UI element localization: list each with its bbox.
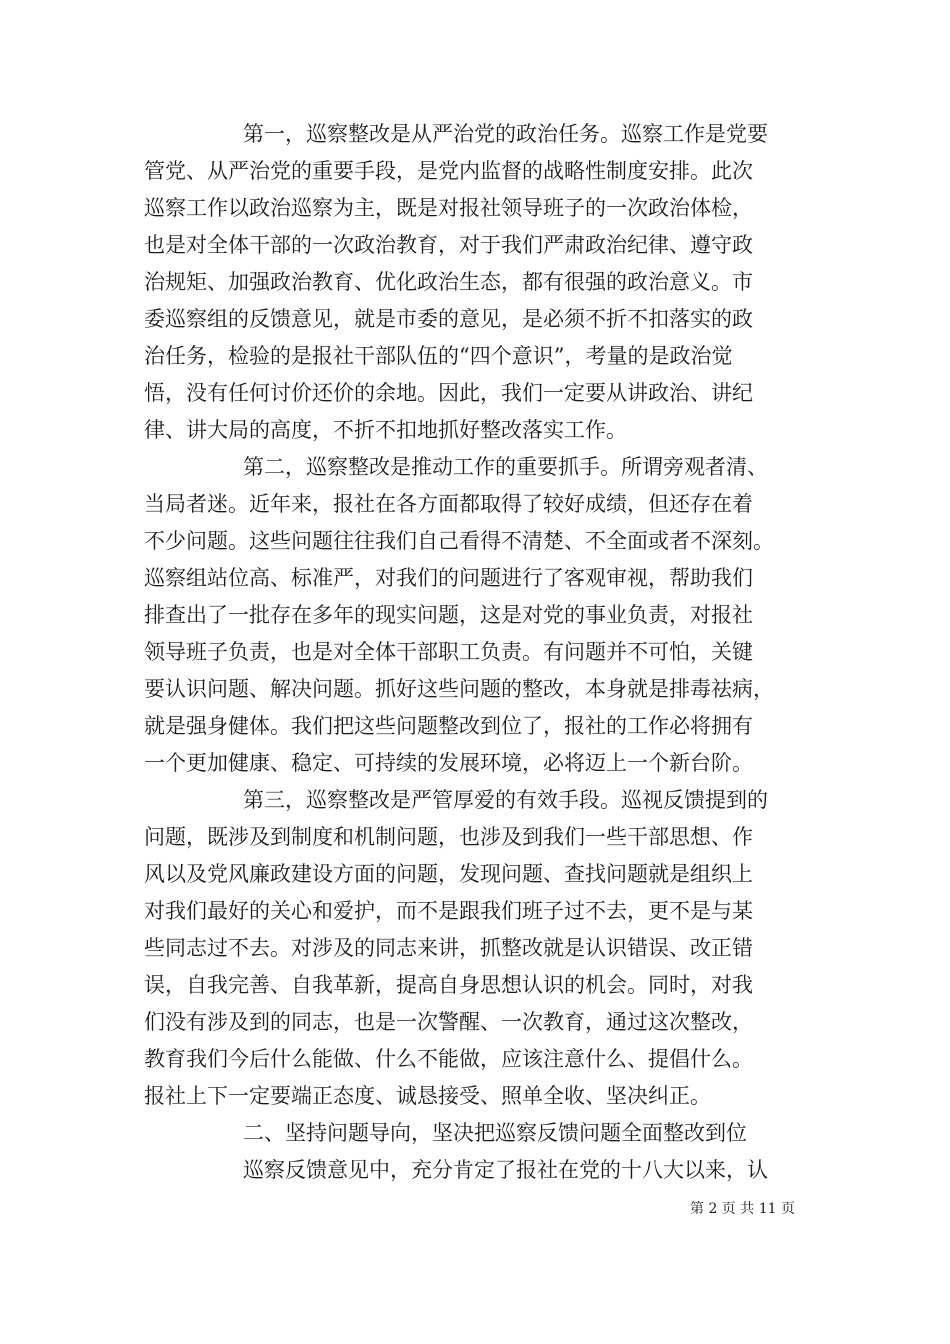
text-line: 些同志过不去。对涉及的同志来讲，抓整改就是认识错误、改正错 [144,936,753,960]
text-line: 问题，既涉及到制度和机制问题，也涉及到我们一些干部思想、作 [144,825,753,849]
text-line: 排查出了一批存在多年的现实问题，这是对党的事业负责，对报社 [144,603,753,627]
document-body [144,116,808,1189]
paragraph-3-first-line: 第三，巡察整改是严管厚爱的有效手段。巡视反馈提到的 [243,788,768,812]
text-line: 治规矩、加强政治教育、优化政治生态，都有很强的政治意义。市 [144,270,753,294]
text-line: 治任务，检验的是报社干部队伍的“四个意识”，考量的是政治觉 [144,344,733,368]
text-line: 悟，没有任何讨价还价的余地。因此，我们一定要从讲政治、讲纪 [144,381,753,405]
text-line: 巡察组站位高、标准严，对我们的问题进行了客观审视，帮助我们 [144,566,753,590]
text-line: 律、讲大局的高度，不折不扣地抓好整改落实工作。 [144,418,627,442]
text-line: 报社上下一定要端正态度、诚恳接受、照单全收、坚决纠正。 [144,1084,711,1108]
text-line: 领导班子负责，也是对全体干部职工负责。有问题并不可怕，关键 [144,640,753,664]
text-line: 不少问题。这些问题往往我们自己看得不清楚、不全面或者不深刻。 [144,529,774,553]
paragraph-4-first-line: 巡察反馈意见中，充分肯定了报社在党的十八大以来，认 [243,1158,768,1182]
text-line: 当局者迷。近年来，报社在各方面都取得了较好成绩，但还存在着 [144,492,753,516]
text-line: 委巡察组的反馈意见，就是市委的意见，是必须不折不扣落实的政 [144,307,753,331]
text-line: 巡察工作以政治巡察为主，既是对报社领导班子的一次政治体检， [144,196,753,220]
text-line: 要认识问题、解决问题。抓好这些问题的整改，本身就是排毒祛病， [144,677,774,701]
paragraph-2-first-line: 第二，巡察整改是推动工作的重要抓手。所谓旁观者清、 [243,455,768,479]
text-line: 一个更加健康、稳定、可持续的发展环境，必将迈上一个新台阶。 [144,751,753,775]
text-line: 对我们最好的关心和爱护，而不是跟我们班子过不去，更不是与某 [144,899,753,923]
section-heading: 二、坚持问题导向，坚决把巡察反馈问题全面整改到位 [243,1121,747,1145]
text-line: 风以及党风廉政建设方面的问题，发现问题、查找问题就是组织上 [144,862,753,886]
text-line: 误，自我完善、自我革新，提高自身思想认识的机会。同时，对我 [144,973,753,997]
text-line: 也是对全体干部的一次政治教育，对于我们严肃政治纪律、遵守政 [144,233,753,257]
text-line: 管党、从严治党的重要手段，是党内监督的战略性制度安排。此次 [144,159,753,183]
text-line: 就是强身健体。我们把这些问题整改到位了，报社的工作必将拥有 [144,714,753,738]
paragraph-1-first-line: 第一，巡察整改是从严治党的政治任务。巡察工作是党要 [243,122,768,146]
page-number-footer: 第 2 页 共 11 页 [690,1201,795,1217]
text-line: 教育我们今后什么能做、什么不能做，应该注意什么、提倡什么。 [144,1047,753,1071]
text-line: 们没有涉及到的同志，也是一次警醒、一次教育，通过这次整改， [144,1010,753,1034]
